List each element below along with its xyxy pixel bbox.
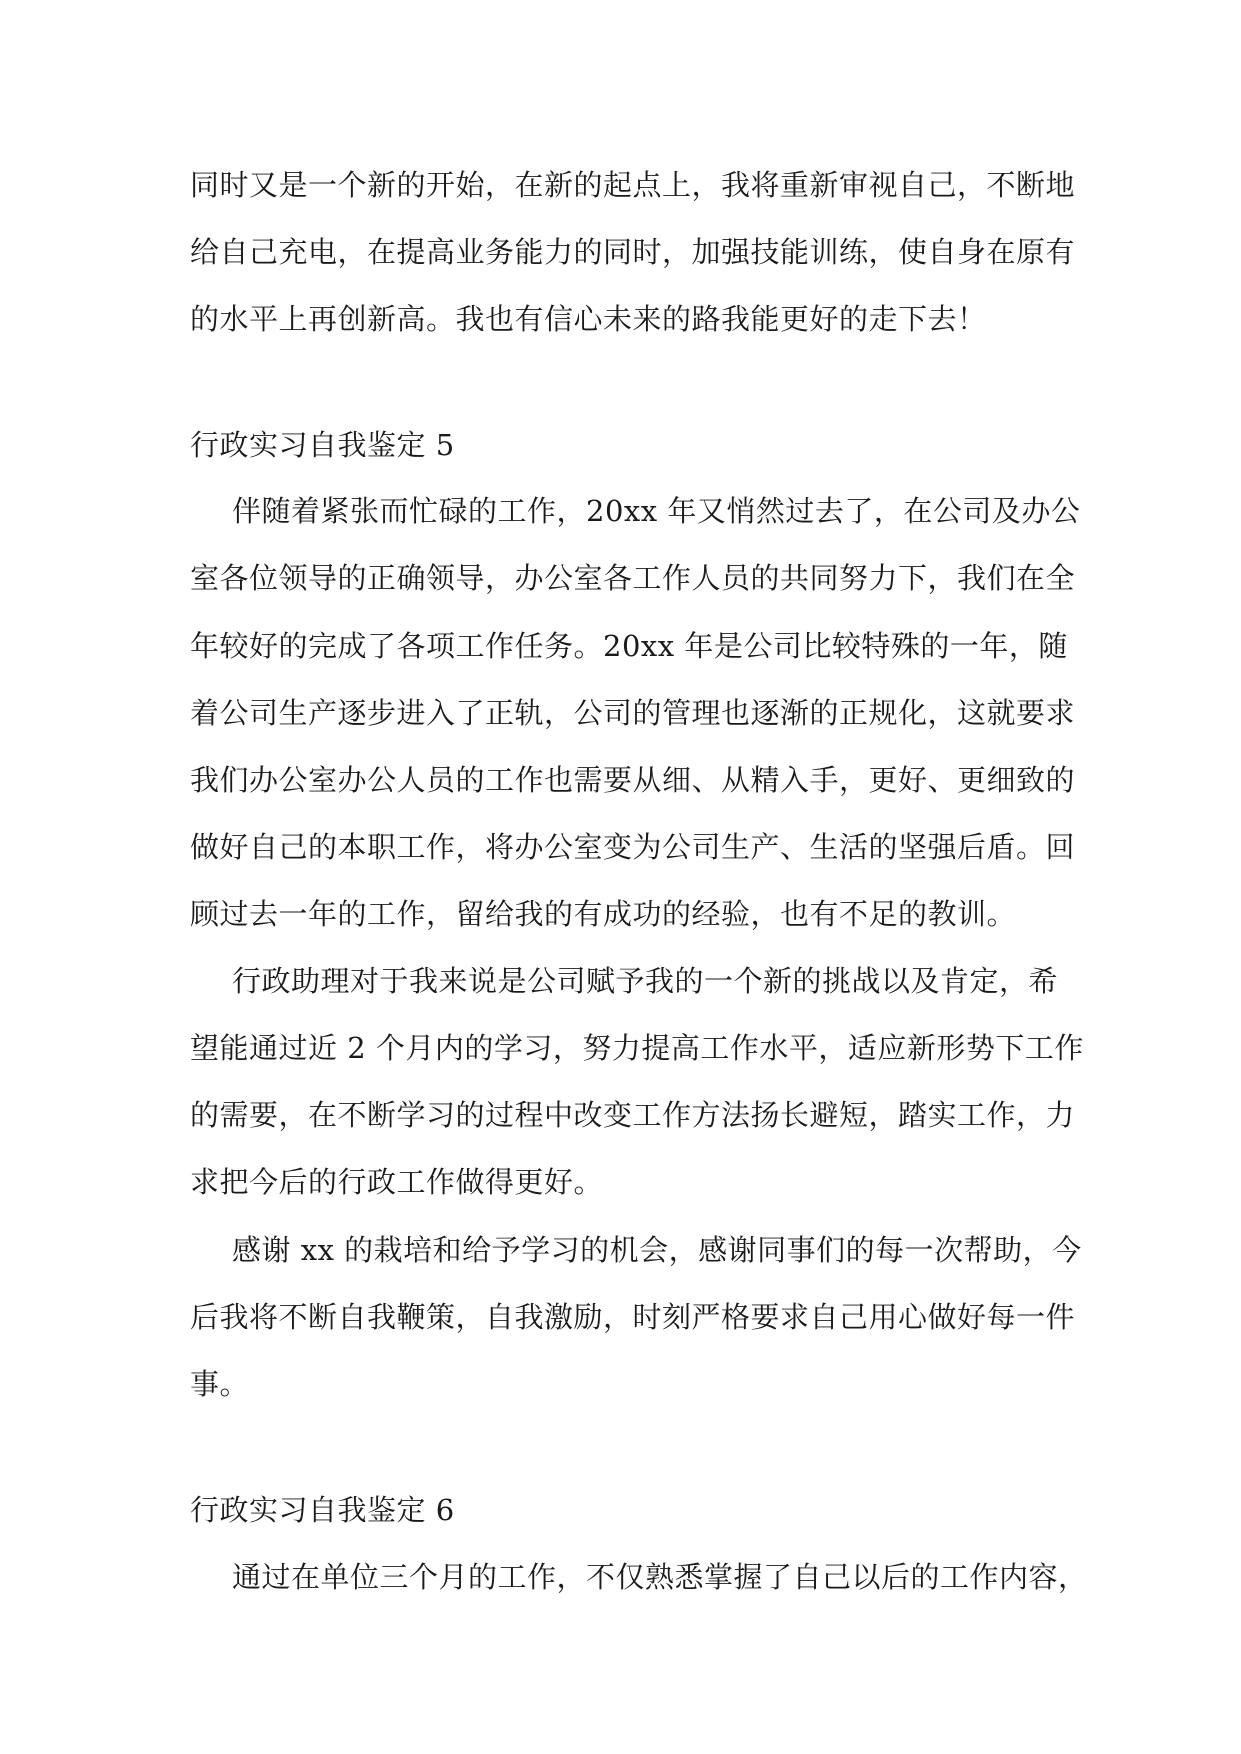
text-line: 做好自己的本职工作，将办公室变为公司生产、生活的坚强后盾。回	[190, 830, 1076, 864]
text-line: 同时又是一个新的开始，在新的起点上，我将重新审视自己，不断地	[190, 168, 1076, 202]
text-line: 的水平上再创新高。我也有信心未来的路我能更好的走下去！	[190, 302, 987, 336]
text-line: 我们办公室办公人员的工作也需要从细、从精入手，更好、更细致的	[190, 763, 1076, 797]
text-line: 后我将不断自我鞭策，自我激励，时刻严格要求自己用心做好每一件	[190, 1300, 1076, 1334]
text-line: 着公司生产逐步进入了正轨，公司的管理也逐渐的正规化，这就要求	[190, 696, 1076, 730]
section-heading-6: 行政实习自我鉴定 6	[190, 1493, 455, 1527]
text-line: 通过在单位三个月的工作，不仅熟悉掌握了自己以后的工作内容，	[232, 1560, 1088, 1594]
text-line: 的需要，在不断学习的过程中改变工作方法扬长避短，踏实工作，力	[190, 1098, 1076, 1132]
section-heading-5: 行政实习自我鉴定 5	[190, 428, 455, 462]
text-line: 顾过去一年的工作，留给我的有成功的经验，也有不足的教训。	[190, 897, 1017, 931]
text-line: 给自己充电，在提高业务能力的同时，加强技能训练，使自身在原有	[190, 235, 1076, 269]
text-line: 室各位领导的正确领导，办公室各工作人员的共同努力下，我们在全	[190, 561, 1076, 595]
text-line: 望能通过近 2 个月内的学习，努力提高工作水平，适应新形势下工作	[190, 1031, 1084, 1065]
text-line: 伴随着紧张而忙碌的工作，20xx 年又悄然过去了，在公司及办公	[232, 494, 1081, 528]
text-line: 求把今后的行政工作做得更好。	[190, 1165, 604, 1199]
text-line: 行政助理对于我来说是公司赋予我的一个新的挑战以及肯定，希	[232, 964, 1059, 998]
text-line: 感谢 xx 的栽培和给予学习的机会，感谢同事们的每一次帮助，今	[232, 1233, 1082, 1267]
text-line: 年较好的完成了各项工作任务。20xx 年是公司比较特殊的一年，随	[190, 629, 1068, 663]
text-line: 事。	[190, 1367, 250, 1401]
